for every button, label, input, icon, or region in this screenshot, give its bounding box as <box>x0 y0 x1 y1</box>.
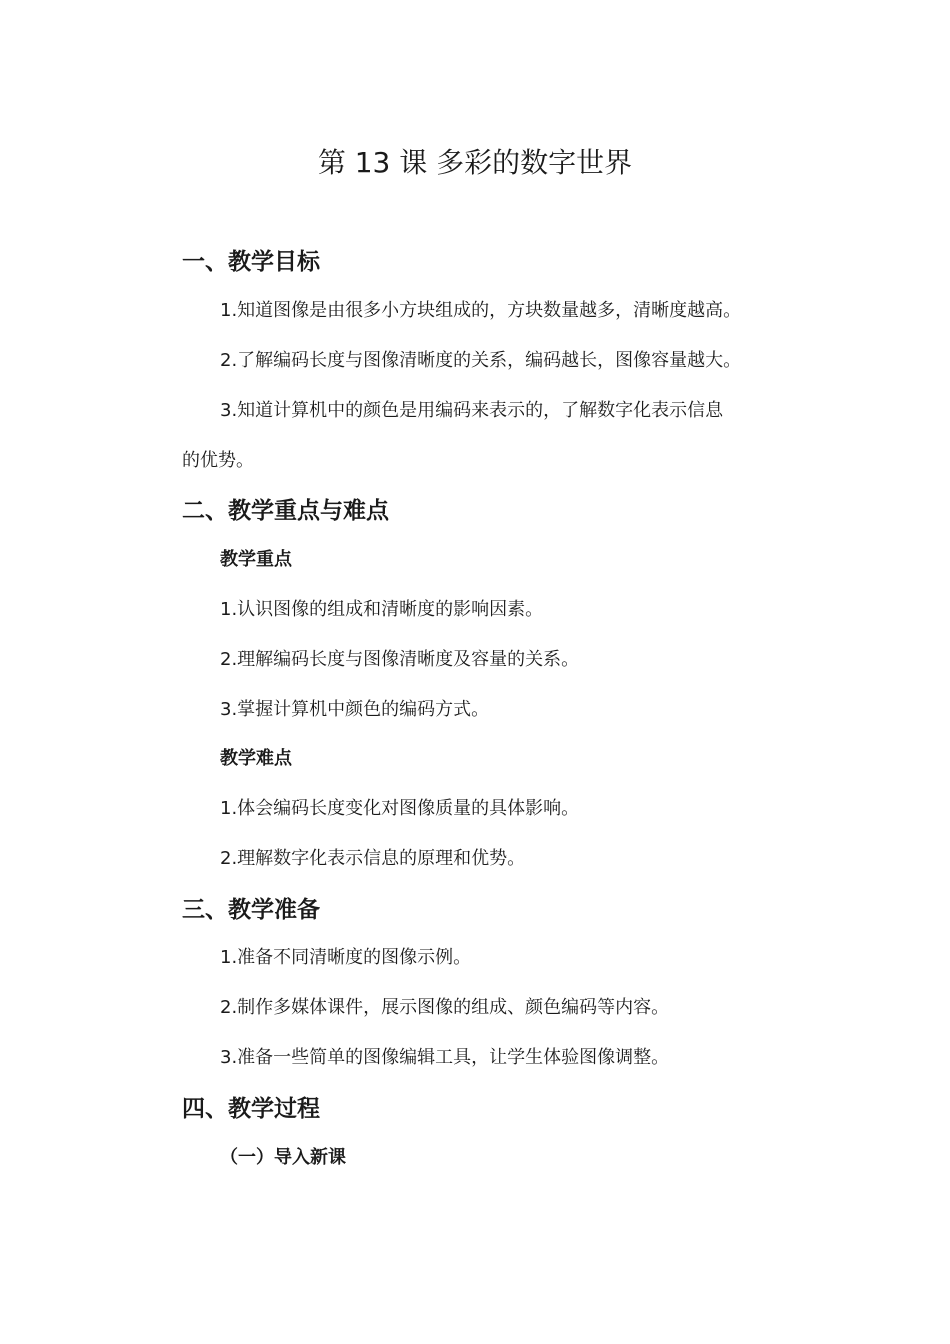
focus-item-2: 2.理解编码长度与图像清晰度及容量的关系。 <box>220 649 580 670</box>
difficulty-item-1: 1.体会编码长度变化对图像质量的具体影响。 <box>220 798 580 819</box>
subheading-introduction: （一）导入新课 <box>220 1147 346 1168</box>
focus-item-3: 3.掌握计算机中颜色的编码方式。 <box>220 699 490 720</box>
section-heading-key-points: 二、教学重点与难点 <box>182 498 389 524</box>
subheading-focus: 教学重点 <box>220 549 292 570</box>
section-heading-objectives: 一、教学目标 <box>182 249 320 275</box>
objective-item-3-continued: 的优势。 <box>182 450 254 471</box>
preparation-item-1: 1.准备不同清晰度的图像示例。 <box>220 947 472 968</box>
page-title: 第 13 课 多彩的数字世界 <box>317 146 633 179</box>
focus-item-1: 1.认识图像的组成和清晰度的影响因素。 <box>220 599 544 620</box>
objective-item-3: 3.知道计算机中的颜色是用编码来表示的，了解数字化表示信息 <box>220 400 724 421</box>
objective-item-2: 2.了解编码长度与图像清晰度的关系，编码越长，图像容量越大。 <box>220 350 742 371</box>
preparation-item-3: 3.准备一些简单的图像编辑工具，让学生体验图像调整。 <box>220 1047 670 1068</box>
objective-item-1: 1.知道图像是由很多小方块组成的，方块数量越多，清晰度越高。 <box>220 300 742 321</box>
section-heading-preparation: 三、教学准备 <box>182 897 320 923</box>
preparation-item-2: 2.制作多媒体课件，展示图像的组成、颜色编码等内容。 <box>220 997 670 1018</box>
difficulty-item-2: 2.理解数字化表示信息的原理和优势。 <box>220 848 526 869</box>
subheading-difficulty: 教学难点 <box>220 748 292 769</box>
section-heading-process: 四、教学过程 <box>182 1096 320 1122</box>
